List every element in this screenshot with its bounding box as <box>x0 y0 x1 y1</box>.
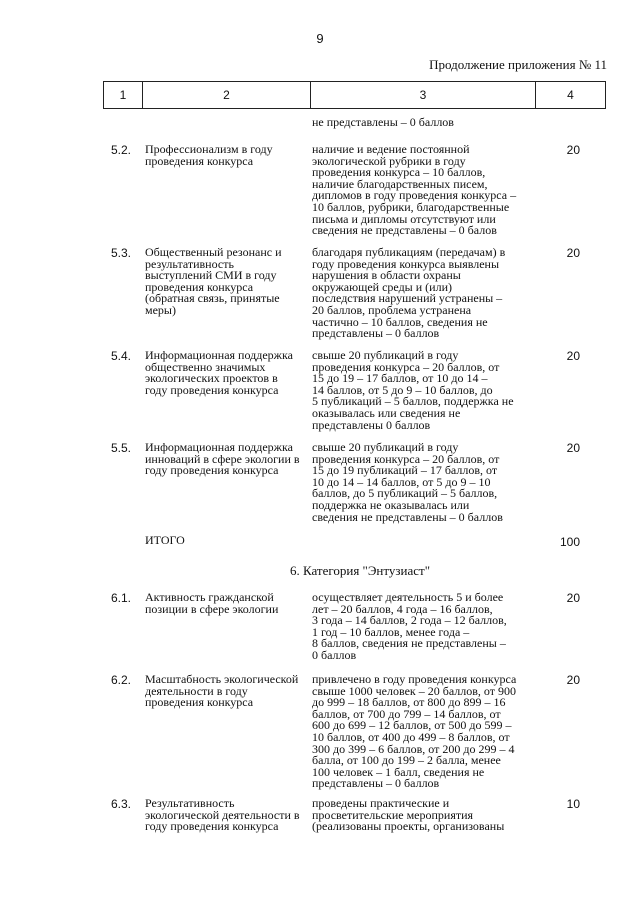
description-line: осуществляет деятельность 5 и более <box>312 590 504 604</box>
description-line: частично – 10 баллов, сведения не <box>312 314 488 329</box>
total-score: 100 <box>559 535 580 549</box>
criterion-line: меры) <box>145 302 176 317</box>
column-header-3: 3 <box>311 82 536 109</box>
description-line: 1 год – 10 баллов, менее года – <box>312 624 470 639</box>
description-line: 100 человек – 1 балл, сведения не <box>312 764 485 779</box>
criterion-line: (обратная связь, принятые <box>145 291 280 306</box>
description-line: 300 до 399 – 6 баллов, от 200 до 299 – 4 <box>312 741 515 756</box>
criterion-line: Масштабность экологической <box>145 672 299 686</box>
criterion-line: Информационная поддержка <box>145 440 293 454</box>
criterion-cell <box>145 350 310 396</box>
description-line: лет – 20 баллов, 4 года – 16 баллов, <box>312 601 493 616</box>
description-line: проведения конкурса – 20 баллов, от <box>312 451 500 466</box>
score-cell: 20 <box>566 441 580 455</box>
row-number: 6.3. <box>111 797 132 811</box>
description-line: привлечено в году проведения конкурса <box>312 672 517 686</box>
description-line: году проведения конкурса выявлены <box>312 256 500 271</box>
score-cell: 10 <box>566 797 580 811</box>
criterion-line: году проведения конкурса <box>145 819 279 834</box>
description-line: 600 до 699 – 12 баллов, от 500 до 599 – <box>312 718 512 733</box>
row-number: 5.2. <box>111 143 132 157</box>
description-line: 3 года – 14 баллов, 2 года – 12 баллов, <box>312 613 507 628</box>
description-line: (реализованы проекты, организованы <box>312 819 505 834</box>
criterion-line: Активность гражданской <box>145 590 274 604</box>
score-cell: 20 <box>566 143 580 157</box>
row-number: 5.4. <box>111 349 132 363</box>
description-line: представлены 0 баллов <box>312 417 431 432</box>
description-line: свыше 1000 человек – 20 баллов, от 900 <box>312 683 516 698</box>
description-line: проведения конкурса – 20 баллов, от <box>312 359 500 374</box>
column-header-row <box>104 82 606 109</box>
description-cell <box>312 247 534 340</box>
description-line: 20 баллов, проблема устранена <box>312 302 472 317</box>
criterion-line: выступлений СМИ в году <box>145 268 277 283</box>
criterion-line: Результативность <box>145 796 235 810</box>
description-line: поддержка не оказывалась или <box>312 497 470 512</box>
score-cell: 20 <box>566 673 580 687</box>
criterion-line: деятельности в году <box>145 683 248 698</box>
description-cell <box>312 442 534 523</box>
description-line: просветительские мероприятия <box>312 807 474 822</box>
total-label: ИТОГО <box>145 533 185 547</box>
criterion-line: году проведения конкурса <box>145 382 279 397</box>
column-header-2: 2 <box>143 82 311 109</box>
description-line: последствия нарушений устранены – <box>312 291 503 306</box>
description-line: до 999 – 18 баллов, от 800 до 899 – 16 <box>312 695 506 710</box>
description-cell <box>312 144 534 237</box>
criterion-line: году проведения конкурса <box>145 463 279 478</box>
criterion-line: проведения конкурса <box>145 279 254 294</box>
continuation-caption: Продолжение приложения № 11 <box>429 57 607 72</box>
description-line: 14 баллов, от 5 до 9 – 10 баллов, до <box>312 382 493 397</box>
criterion-line: экологических проектов в <box>145 371 278 386</box>
description-line: баллов, от 700 до 799 – 14 баллов, от <box>312 706 501 721</box>
criterion-line: Общественный резонанс и <box>145 245 282 259</box>
description-line: окружающей среды и (или) <box>312 279 452 294</box>
column-header-4: 4 <box>536 82 606 109</box>
description-line: наличие и ведение постоянной <box>312 142 470 156</box>
description-line: проведения конкурса – 10 баллов, <box>312 165 486 180</box>
description-line: сведения не представлены – 0 баллов <box>312 509 503 524</box>
criterion-cell <box>145 798 310 833</box>
criterion-line: общественно значимых <box>145 359 266 374</box>
column-header-table <box>103 81 606 109</box>
description-line: 0 баллов <box>312 647 357 662</box>
row-number: 6.1. <box>111 591 132 605</box>
criterion-line: проведения конкурса <box>145 153 254 168</box>
score-cell: 20 <box>566 246 580 260</box>
description-line: балла, от 100 до 199 – 2 балла, менее <box>312 753 501 768</box>
page-number: 9 <box>316 31 324 46</box>
row-number: 5.3. <box>111 246 132 260</box>
description-line: баллов, до 5 публикаций – 5 баллов, <box>312 486 498 501</box>
description-cell <box>312 674 534 790</box>
row-number: 5.5. <box>111 441 132 455</box>
description-line: благодаря публикациям (передачам) в <box>312 245 506 259</box>
score-cell: 20 <box>566 349 580 363</box>
row-number: 6.2. <box>111 673 132 687</box>
criterion-cell <box>145 442 310 477</box>
criterion-line: инноваций в сфере экологии в <box>145 451 300 466</box>
description-line: проведены практические и <box>312 796 450 810</box>
column-header-1: 1 <box>104 82 143 109</box>
criterion-line: результативность <box>145 256 234 271</box>
description-line: 10 баллов, рубрики, благодарственные <box>312 199 510 214</box>
description-line: 10 баллов, от 400 до 499 – 8 баллов, от <box>312 729 510 744</box>
description-line: представлены – 0 баллов <box>312 776 440 791</box>
description-line: экологической рубрики в году <box>312 153 466 168</box>
score-cell: 20 <box>566 591 580 605</box>
description-line: представлены – 0 баллов <box>312 326 440 341</box>
description-line: 5 публикаций – 5 баллов, поддержка не <box>312 394 514 409</box>
description-line: нарушения в области охраны <box>312 268 461 283</box>
description-cell <box>312 350 534 431</box>
criterion-line: Профессионализм в году <box>145 142 273 156</box>
description-line: письма и дипломы отсутствуют или <box>312 211 496 226</box>
description-line: 10 до 14 – 14 баллов, от 5 до 9 – 10 <box>312 474 491 489</box>
criterion-cell <box>145 592 310 615</box>
category-heading: 6. Категория "Энтузиаст" <box>289 563 431 578</box>
description-line: оказывалась или сведения не <box>312 405 461 420</box>
carryover-text: не представлены – 0 баллов <box>312 115 454 129</box>
criterion-cell <box>145 144 310 167</box>
criterion-line: Информационная поддержка <box>145 348 293 362</box>
description-line: сведения не представлены – 0 балов <box>312 223 497 238</box>
criterion-cell <box>145 247 310 317</box>
criterion-line: экологической деятельности в <box>145 807 300 822</box>
criterion-line: проведения конкурса <box>145 695 254 710</box>
description-cell <box>312 798 534 833</box>
description-line: 15 до 19 – 17 баллов, от 10 до 14 – <box>312 371 488 386</box>
description-line: свыше 20 публикаций в году <box>312 440 459 454</box>
description-line: дипломов в году проведения конкурса – <box>312 188 517 203</box>
description-line: наличие благодарственных писем, <box>312 176 488 191</box>
description-line: свыше 20 публикаций в году <box>312 348 459 362</box>
description-line: 8 баллов, сведения не представлены – <box>312 636 506 651</box>
description-line: 15 до 19 публикаций – 17 баллов, от <box>312 463 498 478</box>
criterion-cell <box>145 674 310 709</box>
criterion-line: позиции в сфере экологии <box>145 601 279 616</box>
description-cell <box>312 592 534 662</box>
